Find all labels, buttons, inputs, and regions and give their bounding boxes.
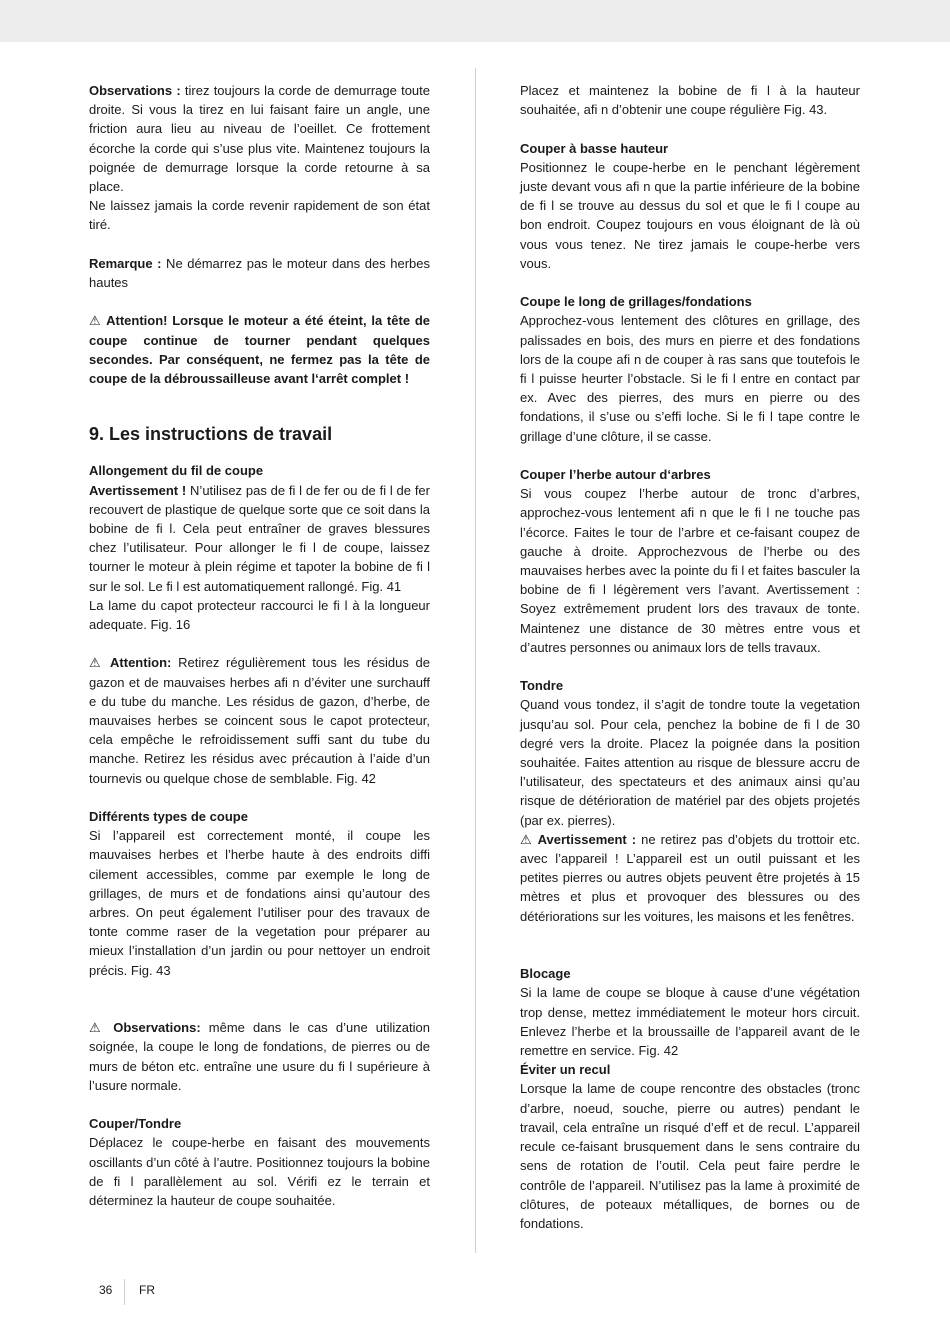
attention-residus-paragraph (89, 653, 430, 787)
allongement-heading: Allongement du fil de coupe (89, 463, 264, 479)
arbres-paragraph: Si vous coupez l’herbe autour de tronc d’arbres, approchez-vous lentement afi n que le fi l ne touche pas l’écorce. Faites le tour de l’arbre et ce-faisant coupez de gauche à droite. Approchezvous de l’herbe ou des mauvaises herbes avec la pointe du fi l et faites basculer la bobine de fi l légèrement vers l’avant. Avertissement : Soyez extrêmement prudent lors des travaux de tonte. Maintenez une distance de 30 mètres entre vous et d’autres personnes ou animaux lors de tells travaux. (520, 486, 860, 655)
tondre-heading: Tondre (520, 678, 564, 694)
avertissement-paragraph (520, 830, 860, 926)
blocage-heading: Blocage (520, 966, 571, 982)
attention-residus-label: ⚠ Attention: (89, 655, 172, 671)
grillages-paragraph: Approchez-vous lentement des clôtures en grillage, des palissades en bois, des murs en pierre et des fondations lors de la coupe afi n de couper à ras sans que toutefois le fi l puisse heurter l’obstacle. Si le fi l entre en contact par ex. Avec des pierres, des murs en pierre ou des fondations, il s’use ou s’effi loche. Si le fi l tape contre le grillage d’une clôture, il se casse. (520, 313, 860, 444)
intro-paragraph: Placez et maintenez la bobine de fi l à la hauteur souhaitée, afi n d’obtenir une coupe régulière Fig. 43. (520, 83, 860, 118)
basse-hauteur-heading: Couper à basse hauteur (520, 140, 669, 156)
section-title: 9. Les instructions de travail (89, 424, 333, 445)
avertissement-label: ⚠ Avertissement : (520, 831, 637, 847)
remark-text: Ne démarrez pas le moteur dans des herbes hautes (89, 255, 430, 291)
couper-tondre-heading: Couper/Tondre (89, 1116, 182, 1132)
remark-paragraph (89, 254, 430, 292)
observations-paragraph (89, 81, 430, 196)
language-code: FR (139, 1283, 155, 1297)
observations-2-paragraph (89, 1018, 430, 1095)
avertissement-text: ne retirez pas d’objets du trottoir etc. avec l’appareil ! L’appareil est un outil puissant et les petites pierres ou autres objets peuvent être projetés à 15 mètres et plus et provoquer des blessures ou des détériorations sur les voitures, les maisons et les fenêtres. (520, 831, 860, 924)
observations-text: tirez toujours la corde de demurrage toute droite. Si vous la tirez en lui faisant faire un angle, une friction aura lieu au niveau de l’oeillet. Ce frottement écorche la corde qui s’use plus vite. Maintenez toujours la poignée de demurrage lorsque la corde retourne à sa place. (89, 83, 430, 195)
tondre-paragraph: Quand vous tondez, il s’agit de tondre toute la vegetation jusqu’au sol. Pour cela, penchez la bobine de fi l de 30 degré vers la droite. Placez la poignée dans la position souhaitée. Faites attention au risque de blessure accru de l’utilisateur, des spectateurs et des animaux ainsi qu’au risque de détérioration de matériel par des objets projetés (par ex. pierres). (520, 697, 860, 828)
observations-label: Observations : (89, 83, 181, 98)
types-paragraph: Si l’appareil est correctement monté, il coupe les mauvaises herbes et l’herbe haute à des endroits diffi cilement accessibles, comme par exemple le long de grillages, de murs et de fondations ainsi qu’autour des arbres. On peut également l’utiliser pour des travaux de tonte comme raser de la vegetation pour préparer au mieux l’installation d’un jardin ou pour nettoyer un endroit précis. Fig. 43 (89, 828, 430, 978)
top-header-bar (0, 0, 950, 42)
footer-divider (124, 1279, 125, 1305)
basse-hauteur-paragraph: Positionnez le coupe-herbe en le penchant légèrement juste devant vous afi n que la partie inférieure de la bobine de fi l se trouve au dessus du sol et que le fi l coupe au bon endroit. Coupez toujours en vous éloignant de là où vous vous tenez. Ne tirez jamais le coupe-herbe vers vous. (520, 159, 860, 271)
remark-label: Remarque : (89, 255, 162, 271)
attention-residus-text: Retirez régulièrement tous les résidus de gazon et de mauvaises herbes afi n d’éviter une surchauff e du tube du manche. Les résidus de gazon, d’herbe, de mauvaises herbes se coincent sous le capot protecteur, cela empêche le refroidissement suffi sant du tube du manche. Retirez les résidus avec précaution à l’aide d’un tournevis ou quelque chose de semblable. Fig. 42 (89, 655, 431, 786)
couper-tondre-paragraph: Déplacez le coupe-herbe en faisant des mouvements oscillants d’un côté à l’autre. Positionnez toujours la bobine de fi l parallèlement au sol. Vérifi ez le terrain et déterminez la hauteur de coupe souhaitée. (89, 1135, 430, 1209)
observations-2-text: même dans le cas d’une utilization soignée, la coupe le long de fondations, de pierres ou de murs de béton etc. entraîne une usure du fi l supérieure à l’usure normale. (89, 1020, 430, 1093)
allongement-warning-label: Avertissement ! (89, 482, 187, 498)
arbres-heading: Couper l’herbe autour d‘arbres (520, 467, 711, 483)
column-divider (475, 68, 476, 1253)
recul-paragraph: Lorsque la lame de coupe rencontre des obstacles (tronc d’arbre, noeud, souche, pierre ou autres) pendant le travail, cela entraîne un risqué d’eff et de recul. L’appareil recule ce-faisant brusquement dans le sens contraire du sens de rotation de l’outil. Cela peut faire perdre le contrôle de l’appareil. N’utilisez pas la lame à proximité de clôtures, de poteaux métalliques, de bornes ou de fondations. (520, 1081, 860, 1231)
blocage-paragraph: Si la lame de coupe se bloque à cause d’une végétation trop dense, mettez immédiatement le moteur hors circuit. Enlevez l’herbe et la broussaille de l’appareil avant de le remettre en service. Fig. 42 (520, 985, 860, 1059)
grillages-heading: Coupe le long de grillages/fondations (520, 294, 752, 310)
recul-heading: Éviter un recul (520, 1062, 611, 1078)
allongement-text: N’utilisez pas de fi l de fer ou de fi l de fer recouvert de plastique de quelque sorte que ce soit dans la bobine de fi l. Cela peut entraîner de graves blessures chez l’utilisateur. Pour allonger le fi l de coupe, laissez tourner le moteur à plein régime et tapoter la bobine de fi l sur le sol. Le fi l est automatiquement rallongé. Fig. 41 (89, 482, 430, 594)
observations-2-label: ⚠ Observations: (89, 1020, 201, 1036)
left-column (89, 81, 430, 1210)
page-number: 36 (99, 1283, 113, 1297)
observations-paragraph-2: Ne laissez jamais la corde revenir rapidement de son état tiré. (89, 198, 430, 233)
allongement-paragraph (89, 481, 430, 596)
attention-engine-warning: ⚠ Attention! Lorsque le moteur a été éteint, la tête de coupe continue de tourner pendant quelques secondes. Par conséquent, ne fermez pas la tête de coupe de la débroussailleuse avant l‘arrêt complet ! (89, 313, 430, 387)
right-column (520, 81, 860, 1233)
types-heading: Différents types de coupe (89, 809, 248, 825)
allongement-paragraph-2: La lame du capot protecteur raccourci le fi l à la longueur adequate. Fig. 16 (89, 597, 430, 633)
